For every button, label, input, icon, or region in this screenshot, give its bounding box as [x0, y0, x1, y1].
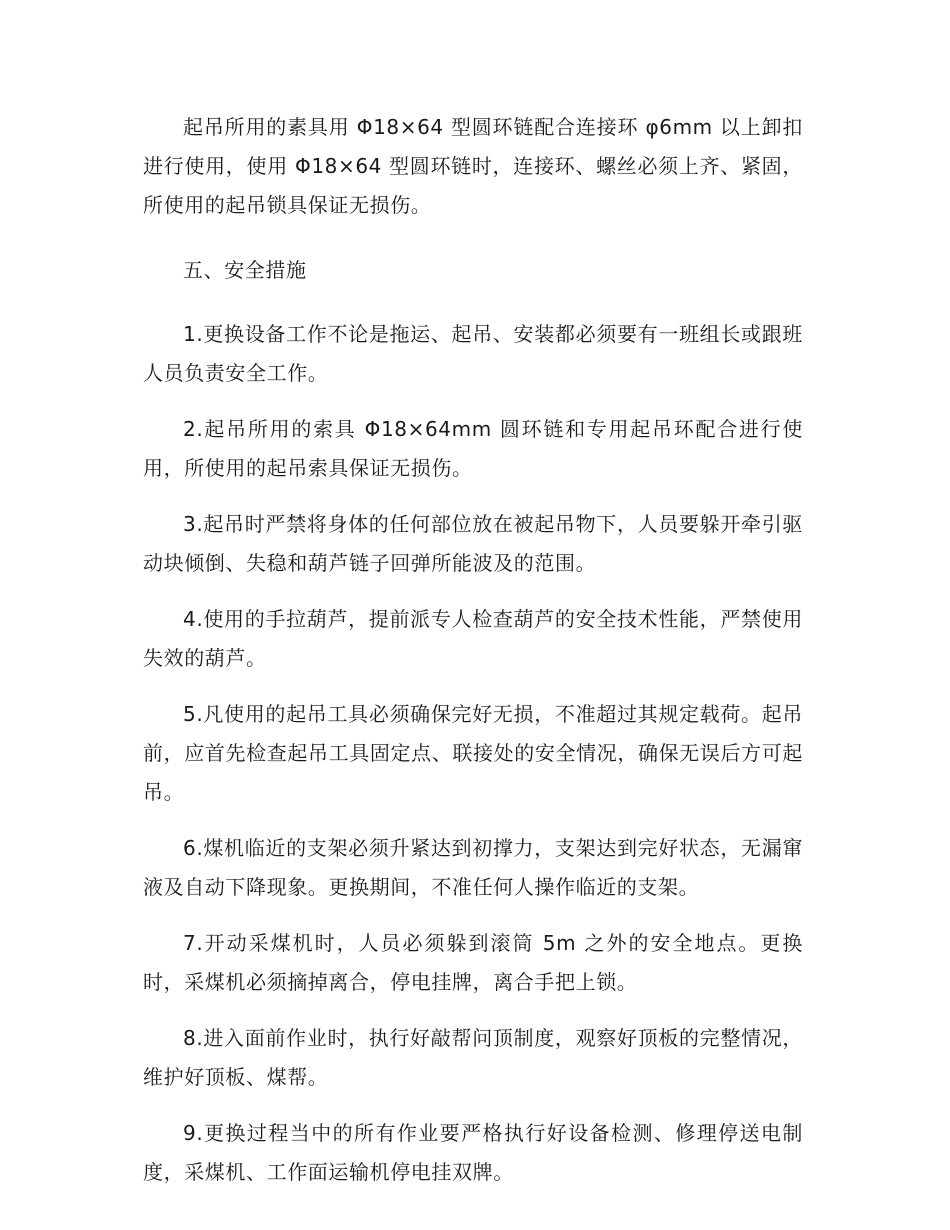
section-heading: 五、安全措施: [183, 258, 307, 282]
safety-item-4: 4.使用的手拉葫芦，提前派专人检查葫芦的安全技术性能，严禁使用失效的葫芦。: [143, 607, 803, 670]
safety-item-5: 5.凡使用的起吊工具必须确保完好无损，不准超过其规定载荷。起吊前，应首先检查起吊工具固定点、联接处的安全情况，确保无误后方可起吊。: [143, 702, 803, 804]
safety-item-1: 1.更换设备工作不论是拖运、起吊、安装都必须要有一班组长或跟班人员负责安全工作。: [143, 322, 803, 385]
document-body: [143, 108, 803, 1209]
safety-item-2: 2.起吊所用的索具 Φ18×64mm 圆环链和专用起吊环配合进行使用，所使用的起吊索具保证无损伤。: [143, 417, 803, 480]
safety-item-8: 8.进入面前作业时，执行好敲帮问顶制度，观察好顶板的完整情况，维护好顶板、煤帮。: [143, 1026, 803, 1089]
safety-item-9: 9.更换过程当中的所有作业要严格执行好设备检测、修理停送电制度，采煤机、工作面运输机停电挂双牌。: [143, 1121, 803, 1184]
intro-paragraph: 起吊所用的素具用 Φ18×64 型圆环链配合连接环 φ6mm 以上卸扣进行使用，使用 Φ18×64 型圆环链时，连接环、螺丝必须上齐、紧固，所使用的起吊锁具保证无损伤。: [143, 115, 803, 217]
safety-item-6: 6.煤机临近的支架必须升紧达到初撑力，支架达到完好状态，无漏窜液及自动下降现象。更换期间，不准任何人操作临近的支架。: [143, 836, 803, 899]
safety-item-7: 7.开动采煤机时，人员必须躲到滚筒 5m 之外的安全地点。更换时，采煤机必须摘掉离合，停电挂牌，离合手把上锁。: [143, 931, 803, 994]
safety-item-3: 3.起吊时严禁将身体的任何部位放在被起吊物下，人员要躲开牵引驱动块倾倒、失稳和葫芦链子回弹所能波及的范围。: [143, 512, 803, 575]
